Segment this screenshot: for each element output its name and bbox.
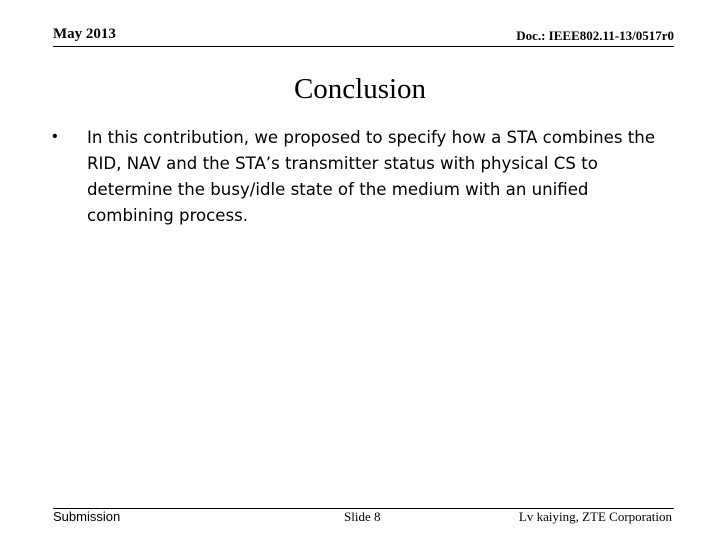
header-date: May 2013 [53, 26, 116, 42]
bullet-marker: • [52, 128, 58, 145]
header-doc-id: Doc.: IEEE802.11-13/0517r0 [516, 28, 674, 43]
bullet-text: In this contribution, we proposed to specify how a STA combines the RID, NAV and the STA’s transmitter status with physical CS to determine the busy/idle state of the medium with an unified combining process. [87, 128, 656, 225]
footer-submission: Submission [53, 509, 121, 524]
header-divider [53, 46, 674, 47]
footer-author: Lv kaiying, ZTE Corporation [518, 509, 672, 524]
slide-title: Conclusion [293, 73, 427, 105]
footer-slide-number: Slide 8 [344, 509, 381, 524]
